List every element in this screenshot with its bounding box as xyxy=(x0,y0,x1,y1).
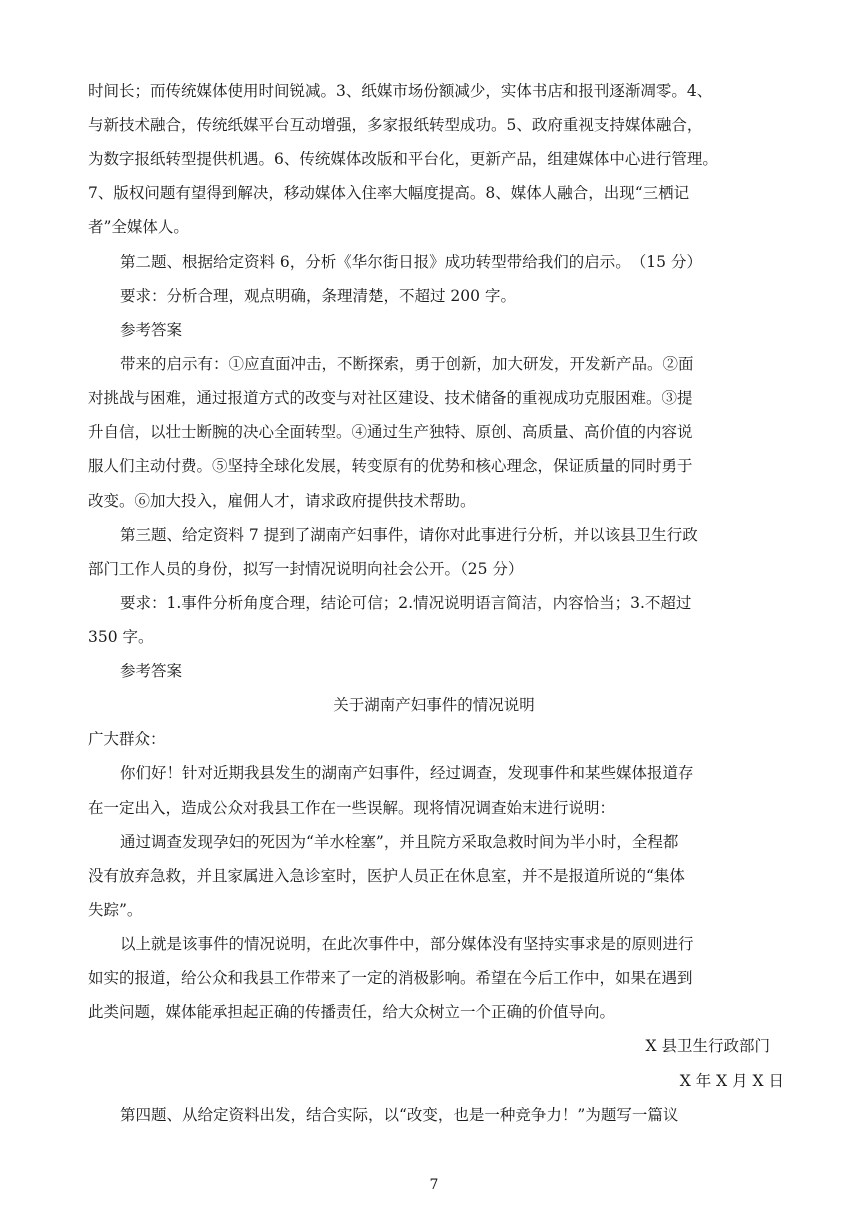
text-line: 为数字报纸转型提供机遇。6、传统媒体改版和平台化，更新产品，组建媒体中心进行管理。 xyxy=(88,150,718,168)
text-line: 带来的启示有：①应直面冲击，不断探索，勇于创新，加大研发，开发新产品。②面 xyxy=(120,355,694,373)
text-line: 你们好！针对近期我县发生的湖南产妇事件，经过调查，发现事件和某些媒体报道存 xyxy=(120,764,694,782)
text-line: 以上就是该事件的情况说明，在此次事件中，部分媒体没有坚持实事求是的原则进行 xyxy=(120,935,694,953)
text-line: 与新技术融合，传统纸媒平台互动增强，多家报纸转型成功。5、政府重视支持媒体融合， xyxy=(88,116,703,134)
letter-title: 关于湖南产妇事件的情况说明 xyxy=(333,696,535,714)
text-line: 升自信，以壮士断腕的决心全面转型。④通过生产独特、原创、高质量、高价值的内容说 xyxy=(88,423,693,441)
question-2-title: 第二题、根据给定资料 6，分析《华尔街日报》成功转型带给我们的启示。 （15 分） xyxy=(120,253,702,271)
letter-salutation: 广大群众： xyxy=(88,730,166,748)
question-3-requirement: 要求：1.事件分析角度合理，结论可信；2.情况说明语言简洁，内容恰当；3.不超过 xyxy=(120,594,692,612)
letter-date: X 年 X 月 X 日 xyxy=(679,1072,784,1090)
text-line: 服人们主动付费。⑤坚持全球化发展，转变原有的优势和核心理念，保证质量的同时勇于 xyxy=(88,457,693,475)
text-line: 部门工作人员的身份，拟写一封情况说明向社会公开。（25 分） xyxy=(88,560,524,578)
text-line: 没有放弃急救，并且家属进入急诊室时，医护人员正在休息室，并不是报道所说的“集体 xyxy=(88,867,685,885)
question-3-title: 第三题、给定资料 7 提到了湖南产妇事件，请你对此事进行分析，并以该县卫生行政 xyxy=(120,526,698,544)
text-line: 改变。⑥加大投入，雇佣人才，请求政府提供技术帮助。 xyxy=(88,492,476,510)
text-line: 通过调查发现孕妇的死因为“羊水栓塞”，并且院方采取急救时间为半小时，全程都 xyxy=(120,833,679,851)
text-line: 者”全媒体人。 xyxy=(88,218,189,236)
text-line: 350 字。 xyxy=(88,628,154,646)
text-line: 时间长；而传统媒体使用时间锐减。3、纸媒市场份额减少，实体书店和报刊逐渐凋零。4、 xyxy=(88,82,713,100)
text-line: 此类问题，媒体能承担起正确的传播责任，给大众树立一个正确的价值导向。 xyxy=(88,1003,616,1021)
reference-answer-heading: 参考答案 xyxy=(120,321,183,339)
text-line: 对挑战与困难，通过报道方式的改变与对社区建设、技术储备的重视成功克服困难。③提 xyxy=(88,389,693,407)
page-number: 7 xyxy=(429,1177,439,1193)
reference-answer-heading: 参考答案 xyxy=(120,662,183,680)
text-line: 7、版权问题有望得到解决，移动媒体入住率大幅度提高。8、媒体人融合，出现“三栖记 xyxy=(88,184,690,202)
question-2-requirement: 要求：分析合理，观点明确，条理清楚，不超过 200 字。 xyxy=(120,287,516,305)
text-line: 失踪”。 xyxy=(88,901,143,919)
text-line: 如实的报道，给公众和我县工作带来了一定的消极影响。希望在今后工作中，如果在遇到 xyxy=(88,969,693,987)
letter-signature: X 县卫生行政部门 xyxy=(645,1037,770,1055)
text-line: 在一定出入，造成公众对我县工作在一些误解。现将情况调查始末进行说明： xyxy=(88,799,616,817)
question-4-title: 第四题、从给定资料出发，结合实际，以“改变，也是一种竞争力！”为题写一篇议 xyxy=(120,1106,679,1124)
